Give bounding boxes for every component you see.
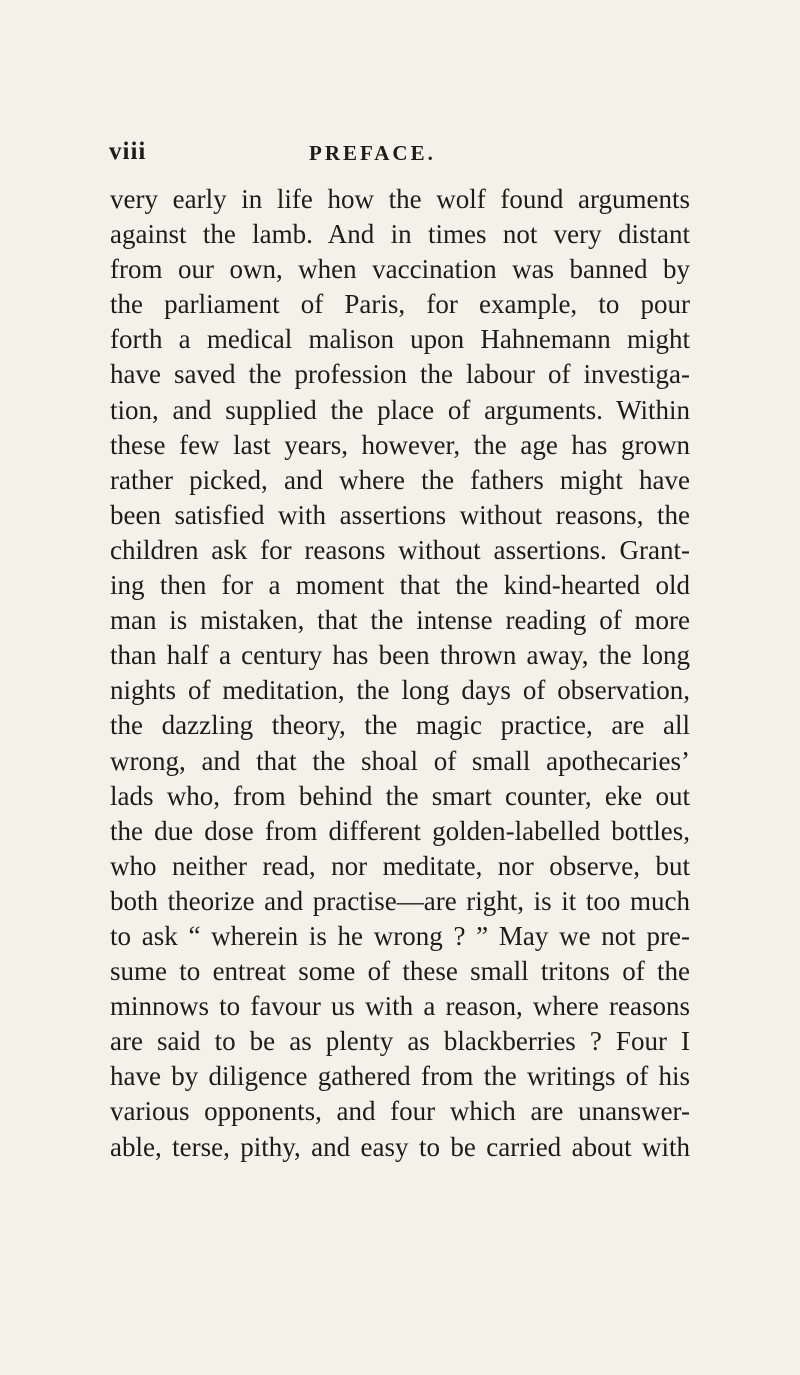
text-line: nights of meditation, the long days of observation,: [110, 675, 690, 706]
text-line: the parliament of Paris, for example, to pour: [110, 289, 690, 320]
body-text: [110, 182, 690, 1165]
text-line: the due dose from different golden-labelled bottles,: [110, 815, 690, 846]
text-line: than half a century has been thrown away, the long: [110, 640, 690, 671]
text-line: the dazzling theory, the magic practice, are all: [110, 710, 690, 741]
text-line: are said to be as plenty as blackberries ? Four I: [110, 1026, 690, 1057]
running-title: PREFACE.: [309, 141, 436, 165]
text-line: been satisfied with assertions without reasons, the: [110, 499, 690, 530]
text-line: forth a medical malison upon Hahnemann might: [110, 324, 690, 355]
page-header: [109, 138, 689, 174]
page-number: viii: [109, 138, 147, 165]
text-line: have by diligence gathered from the writings of his: [110, 1061, 690, 1092]
text-line: various opponents, and four which are unanswer-: [110, 1096, 690, 1127]
text-line: man is mistaken, that the intense reading of more: [110, 605, 690, 636]
text-line: wrong, and that the shoal of small apothecaries’: [110, 745, 690, 776]
text-line: children ask for reasons without assertions. Grant-: [110, 534, 690, 565]
text-line: ing then for a moment that the kind-hearted old: [110, 570, 690, 601]
text-line: rather picked, and where the fathers might have: [110, 464, 690, 495]
text-line: who neither read, nor meditate, nor observe, but: [110, 850, 690, 881]
text-line: able, terse, pithy, and easy to be carried about with: [110, 1131, 690, 1162]
text-line: both theorize and practise—are right, is it too much: [110, 885, 690, 916]
text-line: sume to entreat some of these small tritons of the: [110, 956, 690, 987]
text-line: lads who, from behind the smart counter, eke out: [110, 780, 690, 811]
text-line: have saved the profession the labour of investiga-: [110, 359, 690, 390]
text-line: from our own, when vaccination was banned by: [110, 254, 690, 285]
text-line: tion, and supplied the place of arguments. Within: [110, 394, 690, 425]
text-line: against the lamb. And in times not very distant: [110, 219, 690, 250]
text-line: minnows to favour us with a reason, where reasons: [110, 991, 690, 1022]
text-line: very early in life how the wolf found arguments: [110, 184, 690, 214]
text-line: these few last years, however, the age has grown: [110, 429, 690, 460]
text-line: to ask “ wherein is he wrong ? ” May we not pre-: [110, 920, 690, 951]
